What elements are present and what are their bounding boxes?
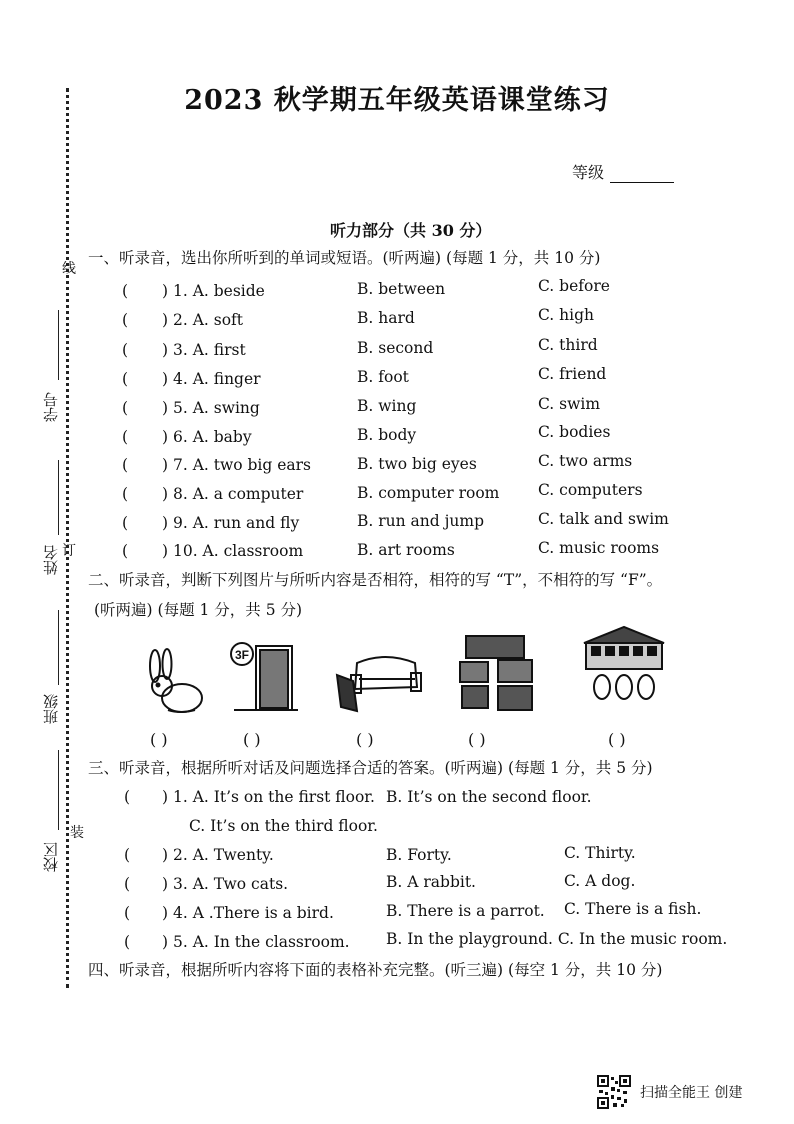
part1-option-c: C. swim <box>538 395 601 413</box>
door-picture <box>228 640 300 716</box>
binding-label-xian: 线 <box>62 261 76 277</box>
part3-q5-b: B. In the playground. C. In the music room. <box>386 930 728 948</box>
part3-answer-paren-2[interactable]: ( <box>124 846 131 864</box>
part1-option-b: B. art rooms <box>357 541 455 559</box>
part1-option-c: C. two arms <box>538 452 633 470</box>
part2-instruction: 二、听录音，判断下列图片与所听内容是否相符，相符的写 “T”，不相符的写 “F”。 <box>88 571 663 589</box>
part1-option-c: C. music rooms <box>538 539 660 557</box>
part1-option-a: ) 1. A. beside <box>162 282 265 300</box>
part2-answer-2[interactable]: ( ) <box>243 730 261 749</box>
part1-option-a: ) 6. A. baby <box>162 428 252 446</box>
floor-3f-tag: 3F <box>234 648 250 662</box>
binding-label-zhuang: 装 <box>70 825 84 841</box>
banji-label: 班级 <box>42 694 60 724</box>
part1-answer-paren[interactable]: ( <box>122 282 129 300</box>
part1-answer-paren[interactable]: ( <box>122 428 129 446</box>
computers-picture <box>458 634 538 714</box>
section-title: 听力部分（共 30 分） <box>330 221 492 240</box>
part1-option-a: ) 8. A. a computer <box>162 485 304 503</box>
part3-q2-c: C. Thirty. <box>564 844 636 862</box>
part1-answer-paren[interactable]: ( <box>122 542 129 560</box>
binding-label-ding: 订 <box>62 543 76 559</box>
binding-dotted-line <box>66 88 69 988</box>
part3-answer-paren-4[interactable]: ( <box>124 904 131 922</box>
part3-instruction: 三、听录音，根据所听对话及问题选择合适的答案。(听两遍) (每题 1 分，共 5 分) <box>88 759 653 777</box>
part3-q2-b: B. Forty. <box>386 846 452 864</box>
part3-answer-paren-1[interactable]: ( <box>124 788 131 806</box>
sofa-tv-picture <box>335 645 425 715</box>
part1-answer-paren[interactable]: ( <box>122 341 129 359</box>
part3-answer-paren-3[interactable]: ( <box>124 875 131 893</box>
part1-option-a: ) 5. A. swing <box>162 399 260 417</box>
part3-q3-c: C. A dog. <box>564 872 636 890</box>
xingming-blank-line <box>58 460 59 535</box>
part1-option-b: B. second <box>357 339 434 357</box>
part2-answer-3[interactable]: ( ) <box>356 730 374 749</box>
part3-answer-paren-5[interactable]: ( <box>124 933 131 951</box>
part3-q4-c: C. There is a fish. <box>564 900 702 918</box>
part3-q4-a: ) 4. A .There is a bird. <box>162 904 334 922</box>
part1-option-a: ) 10. A. classroom <box>162 542 304 560</box>
grade-label: 等级 <box>572 163 605 182</box>
part1-answer-paren[interactable]: ( <box>122 485 129 503</box>
part3-q3-b: B. A rabbit. <box>386 873 476 891</box>
part3-q2-a: ) 2. A. Twenty. <box>162 846 274 864</box>
part2-answer-5[interactable]: ( ) <box>608 730 626 749</box>
part1-answer-paren[interactable]: ( <box>122 311 129 329</box>
part1-option-b: B. wing <box>357 397 417 415</box>
part1-answer-paren[interactable]: ( <box>122 370 129 388</box>
part3-q1-c: C. It’s on the third floor. <box>189 817 378 835</box>
part3-q1-b: B. It’s on the second floor. <box>386 788 592 806</box>
part1-option-c: C. bodies <box>538 423 611 441</box>
part3-q3-a: ) 3. A. Two cats. <box>162 875 289 893</box>
part3-q5-a: ) 5. A. In the classroom. <box>162 933 350 951</box>
part1-instruction: 一、听录音，选出你所听到的单词或短语。(听两遍) (每题 1 分，共 10 分) <box>88 249 601 267</box>
qr-code-icon <box>597 1075 631 1109</box>
part1-answer-paren[interactable]: ( <box>122 399 129 417</box>
part1-option-c: C. talk and swim <box>538 510 669 528</box>
part1-option-a: ) 3. A. first <box>162 341 246 359</box>
part1-option-a: ) 2. A. soft <box>162 311 243 329</box>
part1-answer-paren[interactable]: ( <box>122 456 129 474</box>
part1-option-b: B. computer room <box>357 484 500 502</box>
building-rabbits-picture <box>578 625 670 705</box>
part2-instruction-2: (听两遍) (每题 1 分，共 5 分) <box>94 601 303 619</box>
part1-option-c: C. friend <box>538 365 607 383</box>
part1-option-c: C. high <box>538 306 595 324</box>
part1-option-c: C. before <box>538 277 610 295</box>
part4-instruction: 四、听录音，根据所听内容将下面的表格补充完整。(听三遍) (每空 1 分，共 10 分) <box>88 961 663 979</box>
part1-option-b: B. body <box>357 426 417 444</box>
part1-option-b: B. two big eyes <box>357 455 477 473</box>
scanner-watermark-text: 扫描全能王 创建 <box>640 1085 743 1101</box>
part1-answer-paren[interactable]: ( <box>122 514 129 532</box>
part2-answer-1[interactable]: ( ) <box>150 730 168 749</box>
part1-option-b: B. between <box>357 280 446 298</box>
part3-q4-b: B. There is a parrot. <box>386 902 545 920</box>
part1-option-c: C. third <box>538 336 598 354</box>
part3-q1-a: ) 1. A. It’s on the first floor. <box>162 788 375 806</box>
part1-option-b: B. hard <box>357 309 415 327</box>
xingming-label: 姓名 <box>42 545 60 575</box>
part1-option-a: ) 9. A. run and fly <box>162 514 300 532</box>
xuehao-blank-line <box>58 310 59 380</box>
part1-option-b: B. run and jump <box>357 512 485 530</box>
grade-field <box>572 160 674 183</box>
part1-option-c: C. computers <box>538 481 643 499</box>
xuehao-label: 学号 <box>42 392 60 422</box>
xiaoqu-blank-line <box>58 750 59 830</box>
rabbit-picture <box>140 646 208 716</box>
page-title: 2023 秋学期五年级英语课堂练习 <box>184 85 610 116</box>
banji-blank-line <box>58 610 59 685</box>
xiaoqu-label: 校区 <box>42 842 60 872</box>
part1-option-a: ) 7. A. two big ears <box>162 456 311 474</box>
part2-answer-4[interactable]: ( ) <box>468 730 486 749</box>
grade-blank[interactable] <box>610 168 674 183</box>
part1-option-b: B. foot <box>357 368 409 386</box>
part1-option-a: ) 4. A. finger <box>162 370 261 388</box>
